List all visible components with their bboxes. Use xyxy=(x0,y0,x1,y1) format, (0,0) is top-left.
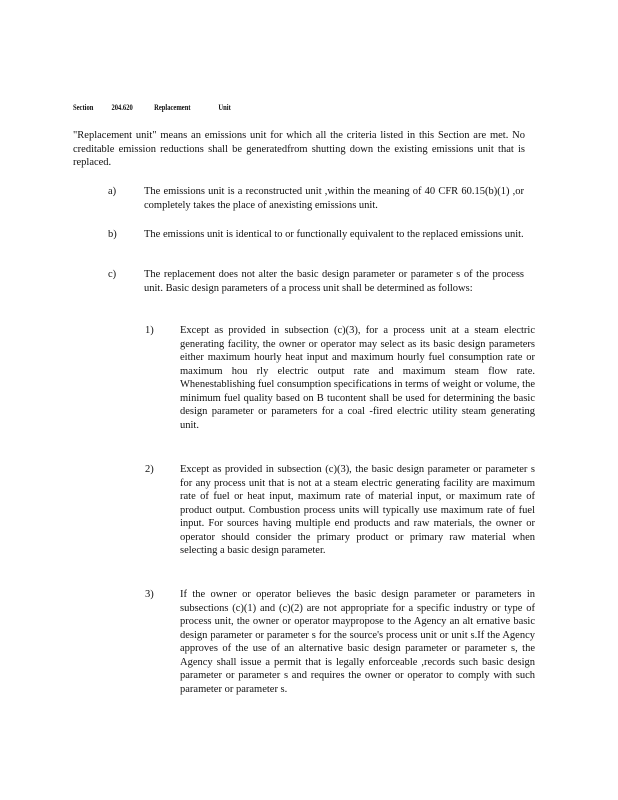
criterion-text: The emissions unit is identical to or functionally equivalent to the replaced emissions unit. xyxy=(144,229,524,240)
section-title-word-1: Replacement xyxy=(154,103,191,112)
subsection-marker: 2) xyxy=(145,464,154,475)
criterion-text: The emissions unit is a reconstructed unit ,within the meaning of 40 CFR 60.15(b)(1) ,or completely takes the place of anexisting emissions unit. xyxy=(144,186,524,211)
definition-paragraph: "Replacement unit" means an emissions unit for which all the criteria listed in this Section are met. No creditable emission reductions shall be generatedfrom shutting down the existing emissions unit that is replaced. xyxy=(73,130,525,168)
criterion-marker: b) xyxy=(108,229,117,240)
subsection-marker: 3) xyxy=(145,589,154,600)
subsection-text: If the owner or operator believes the basic design parameter or parameters in subsections (c)(1) and (c)(2) are not appropriate for a specific industry or type of process unit, the owner or operator maypropose to the Agency an alt ernative basic design parameter or parameter s for the source's process unit or unit s.If the Agency approves of the use of an alternative basic design parameter or parameter s, the Agency shall issue a permit that is legally enforceable ,records such basic design parameter or parameter s and requires the owner or operator to comply with such parameter or parameter s. xyxy=(180,589,535,695)
subsection-marker: 1) xyxy=(145,325,154,336)
criterion-marker: c) xyxy=(108,269,117,280)
subsection-text: Except as provided in subsection (c)(3), for a process unit at a steam electric generating facility, the owner or operator may select as its basic design parameters either maximum hourly heat input and maximum hourly fuel consumption rate or maximum hou rly electric output rate and maximum steam flow rate. Whenestablishing fuel consumption specifications in terms of weight or volume, the minimum fuel quality based on B tucontent shall be used for determining the basic design parameter or parameters for a coal -fired electric utility steam generating unit. xyxy=(180,325,535,431)
section-heading xyxy=(73,103,231,112)
section-label: Section xyxy=(73,103,94,112)
section-number: 204.620 xyxy=(111,103,133,112)
subsection-text: Except as provided in subsection (c)(3), the basic design parameter or parameter s for any process unit that is not at a steam electric generating facility are maximum rate of fuel or heat input, maximum rate of material input, or maximum rate of product output. Combustion process units will typically use maximum rate of fuel input. For sources having multiple end products and raw materials, the owner or operator should consider the primary product or primary raw material when selecting a basic design parameter. xyxy=(180,464,535,556)
section-title-word-2: Unit xyxy=(218,103,231,112)
criterion-text: The replacement does not alter the basic design parameter or parameter s of the process unit. Basic design parameters of a process unit shall be determined as follows: xyxy=(144,269,524,294)
criterion-marker: a) xyxy=(108,186,117,197)
